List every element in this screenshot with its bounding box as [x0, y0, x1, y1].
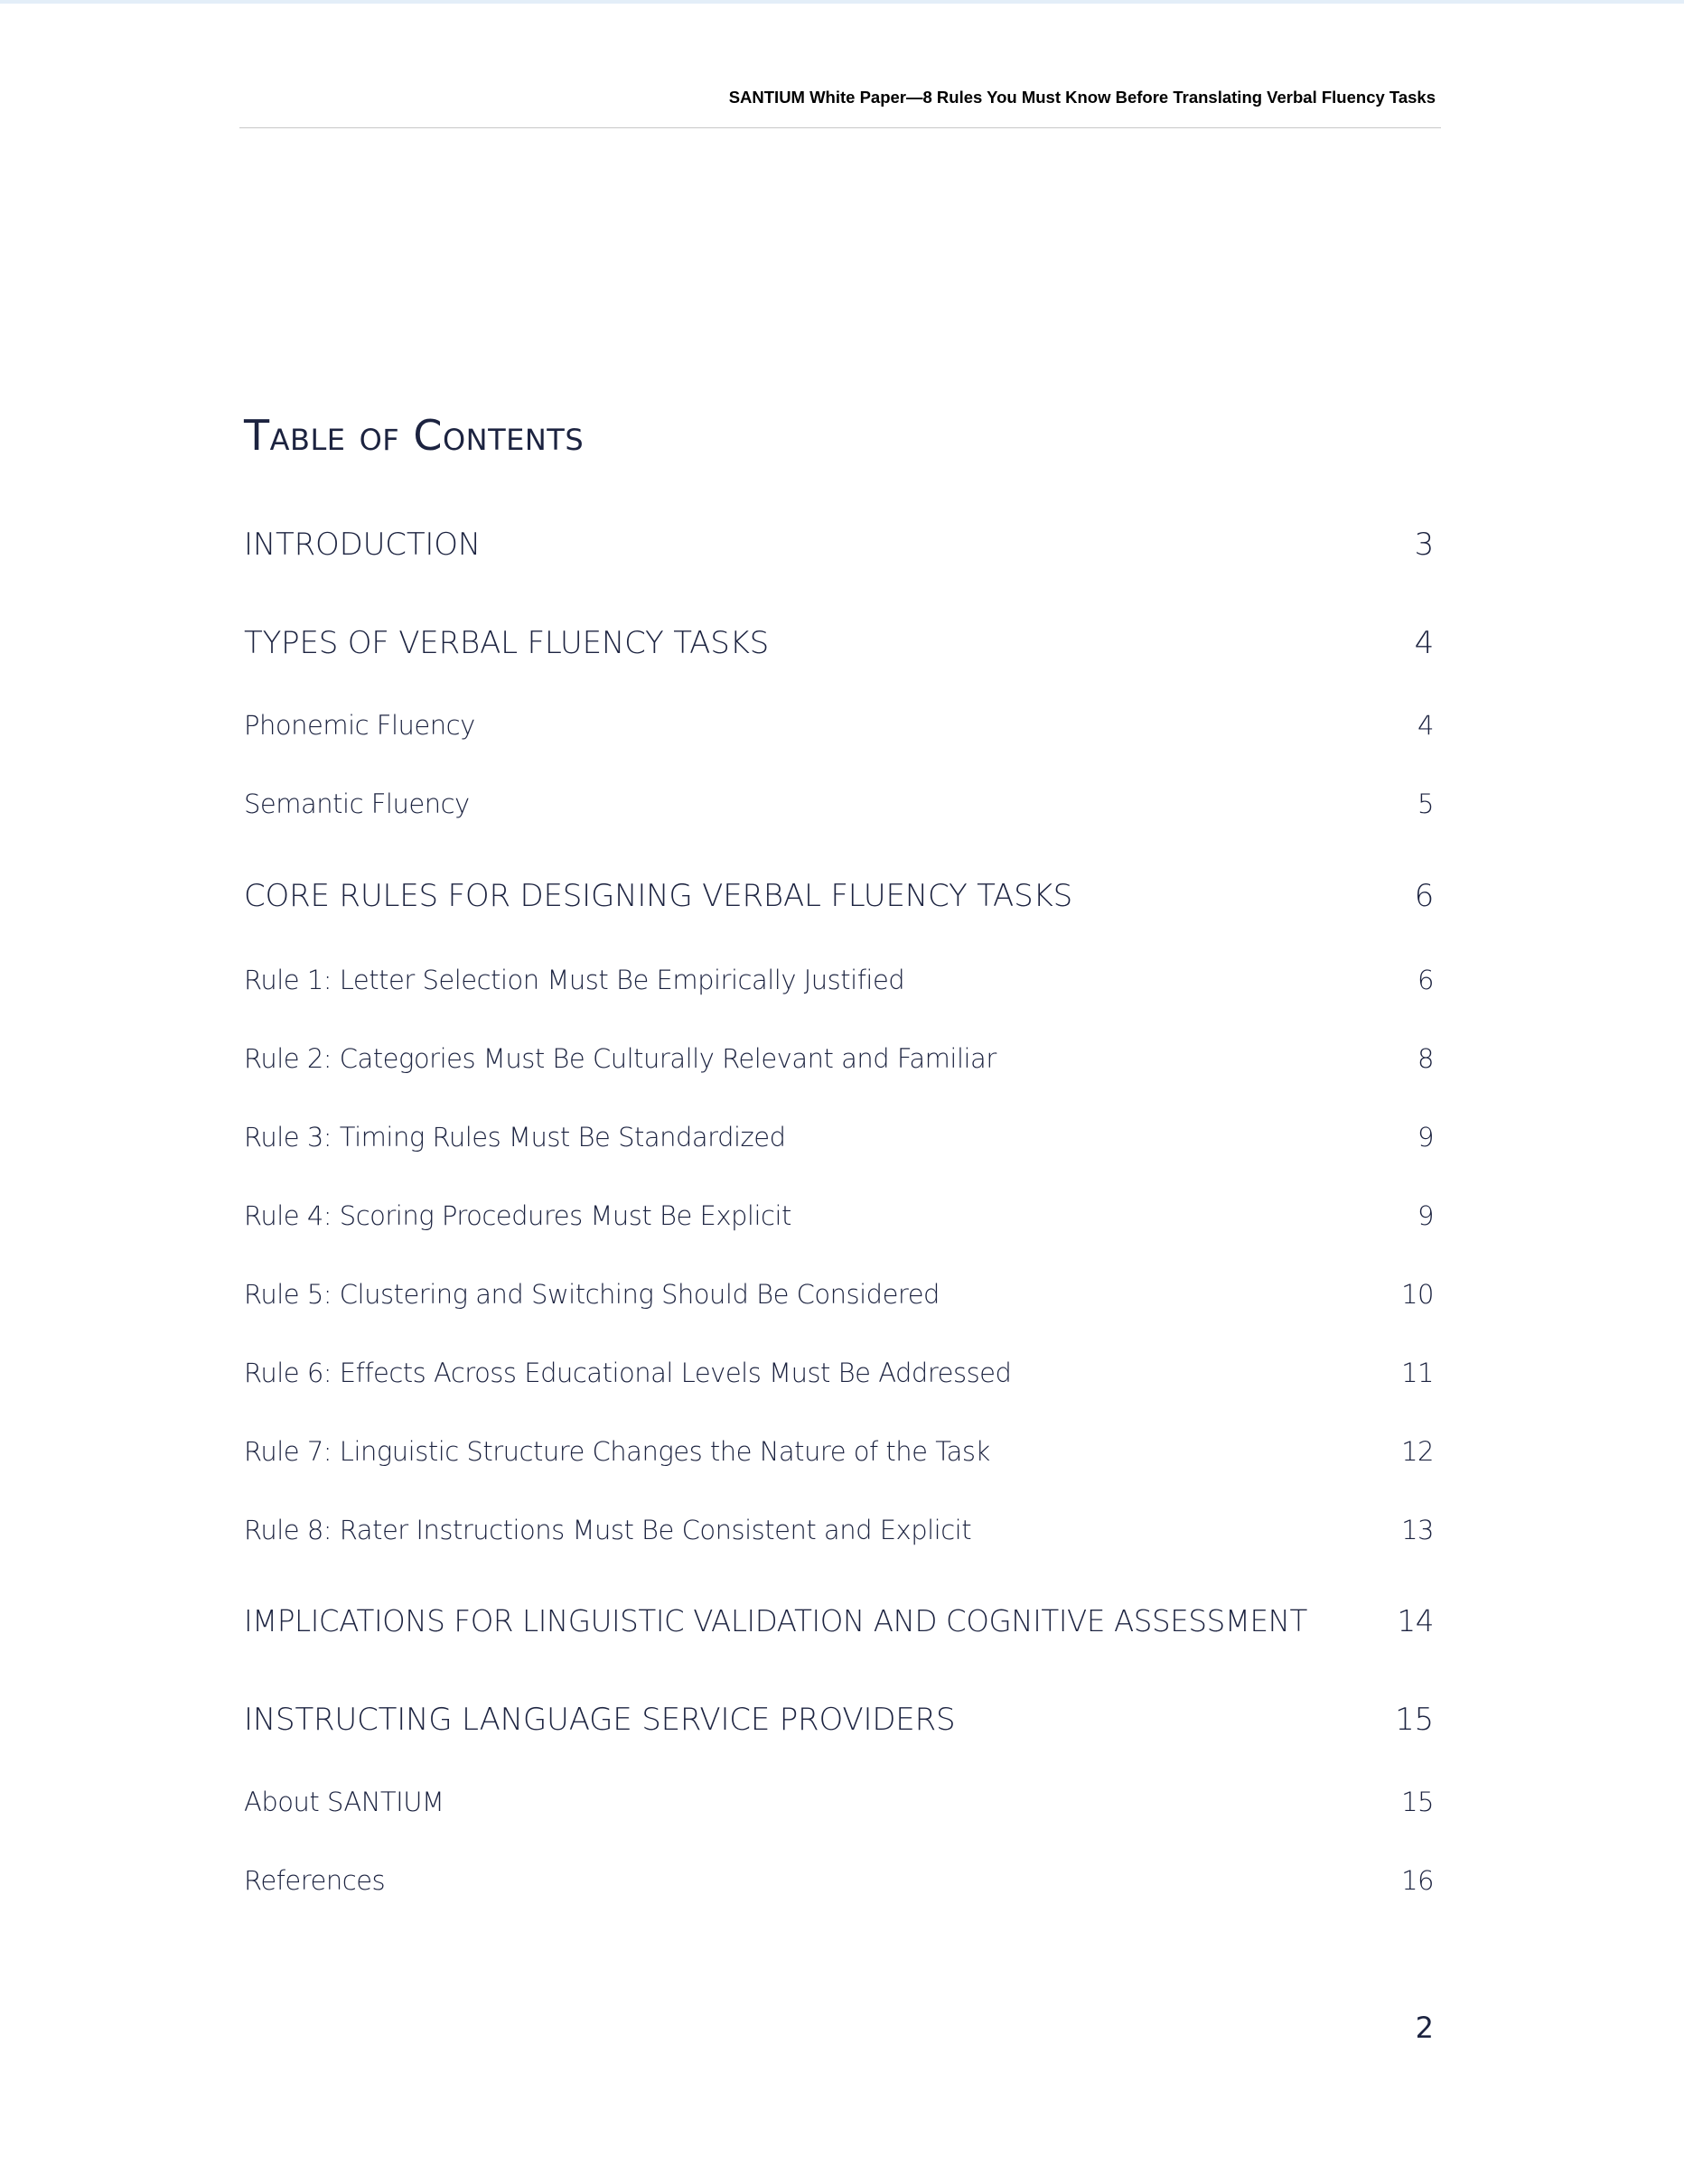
- toc-title: Table of Contents: [244, 411, 585, 460]
- toc-entry-page: 9: [1417, 1200, 1434, 1231]
- toc-entry-page: 15: [1401, 1787, 1434, 1817]
- toc-entry-label: Rule 2: Categories Must Be Culturally Relevant and Familiar: [244, 1043, 996, 1074]
- toc-entry-core-rules[interactable]: [244, 878, 1434, 914]
- toc-entry-rule-5[interactable]: [244, 1279, 1434, 1310]
- toc-entry-phonemic-fluency[interactable]: [244, 710, 1434, 741]
- toc-entry-page: 6: [1414, 878, 1434, 914]
- toc-entry-implications[interactable]: [244, 1604, 1434, 1638]
- toc-entry-label: About SANTIUM: [244, 1787, 444, 1817]
- toc-entry-instructing-lsps[interactable]: [244, 1702, 1434, 1738]
- page-number: 2: [1415, 2011, 1434, 2045]
- toc-entry-label: Rule 6: Effects Across Educational Levels Must Be Addressed: [244, 1358, 1012, 1388]
- toc-entry-label: INSTRUCTING LANGUAGE SERVICE PROVIDERS: [244, 1702, 956, 1738]
- toc-entry-page: 3: [1414, 527, 1434, 563]
- toc-entry-label: Phonemic Fluency: [244, 710, 475, 741]
- toc-entry-label: Semantic Fluency: [244, 789, 470, 819]
- toc-entry-references[interactable]: [244, 1865, 1434, 1896]
- toc-entry-label: Rule 3: Timing Rules Must Be Standardized: [244, 1122, 786, 1153]
- toc-entry-label: Rule 7: Linguistic Structure Changes the Nature of the Task: [244, 1436, 990, 1467]
- toc-entry-label: TYPES OF VERBAL FLUENCY TASKS: [244, 625, 770, 661]
- toc-entry-page: 16: [1401, 1865, 1434, 1896]
- toc-entry-label: Rule 1: Letter Selection Must Be Empirically Justified: [244, 965, 905, 995]
- top-edge-strip: [0, 0, 1684, 4]
- toc-entry-about-santium[interactable]: [244, 1787, 1434, 1817]
- toc-entry-page: 12: [1401, 1436, 1434, 1467]
- toc-entry-page: 10: [1401, 1279, 1434, 1310]
- toc-entry-rule-3[interactable]: [244, 1122, 1434, 1153]
- toc-entry-page: 5: [1417, 789, 1434, 819]
- toc-entry-label: Rule 4: Scoring Procedures Must Be Explicit: [244, 1200, 791, 1231]
- toc-entry-rule-6[interactable]: [244, 1358, 1434, 1388]
- toc-entry-rule-2[interactable]: [244, 1043, 1434, 1074]
- running-header: SANTIUM White Paper—8 Rules You Must Know Before Translating Verbal Fluency Tasks: [728, 88, 1436, 107]
- toc-entry-label: INTRODUCTION: [244, 527, 482, 563]
- toc-entry-types-of-verbal-fluency-tasks[interactable]: [244, 625, 1434, 661]
- toc-entry-page: 4: [1414, 625, 1434, 661]
- toc-entry-introduction[interactable]: [244, 527, 1434, 563]
- toc-entry-label: References: [244, 1865, 386, 1896]
- toc-entry-rule-7[interactable]: [244, 1436, 1434, 1467]
- toc-entry-page: 4: [1417, 710, 1434, 741]
- toc-entry-page: 8: [1417, 1043, 1434, 1074]
- toc-entry-label: Rule 8: Rater Instructions Must Be Consistent and Explicit: [244, 1515, 972, 1545]
- toc-entry-label: Rule 5: Clustering and Switching Should Be Considered: [244, 1279, 940, 1310]
- toc-entry-page: 15: [1395, 1702, 1434, 1738]
- toc-entry-label: IMPLICATIONS FOR LINGUISTIC VALIDATION AND COGNITIVE ASSESSMENT: [244, 1604, 1307, 1638]
- toc-entry-page: 11: [1401, 1358, 1434, 1388]
- toc-entry-rule-1[interactable]: [244, 965, 1434, 995]
- toc-entry-semantic-fluency[interactable]: [244, 789, 1434, 819]
- toc-entry-page: 9: [1417, 1122, 1434, 1153]
- toc-entry-label: CORE RULES FOR DESIGNING VERBAL FLUENCY TASKS: [244, 878, 1072, 914]
- header-divider: [239, 127, 1441, 128]
- toc-entry-rule-8[interactable]: [244, 1515, 1434, 1545]
- toc-entry-page: 6: [1417, 965, 1434, 995]
- toc-entry-page: 14: [1397, 1604, 1434, 1638]
- toc-entry-rule-4[interactable]: [244, 1200, 1434, 1231]
- toc-entry-page: 13: [1401, 1515, 1434, 1545]
